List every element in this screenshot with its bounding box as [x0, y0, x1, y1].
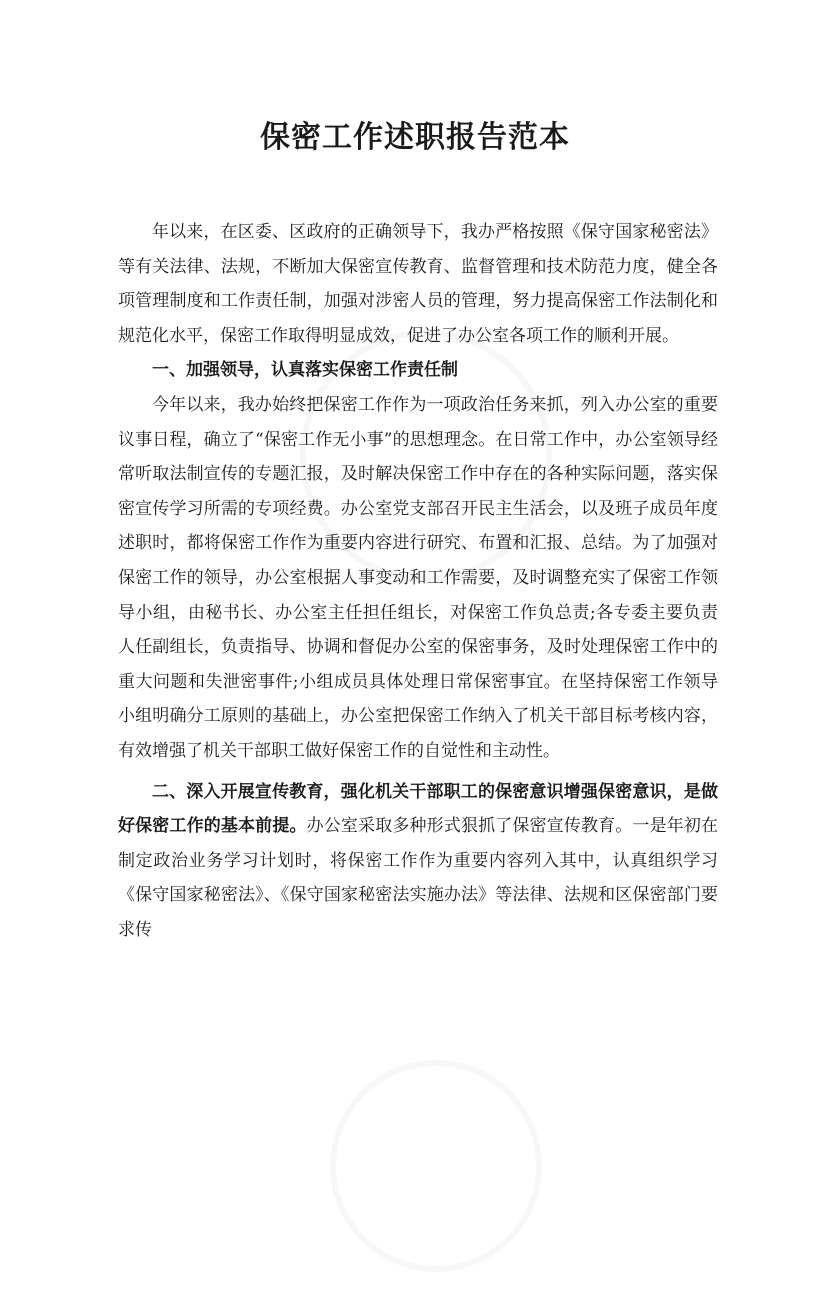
document-title: 保密工作述职报告范本	[260, 120, 570, 155]
paragraph-section-2	[118, 775, 718, 948]
section-heading-1: 一、加强领导，认真落实保密工作责任制	[152, 360, 458, 381]
section-heading-2: 二、深入开展宣传教育，强化机关干部职工的保密意识增强保密意识，是做好保密工作的基本前提。	[118, 781, 718, 837]
paragraph-intro: 年以来，在区委、区政府的正确领导下，我办严格按照《保守国家秘密法》等有关法律、法规，不断加大保密宣传教育、监督管理和技术防范力度，健全各项管理制度和工作责任制，加强对涉密人员的管理，努力提高保密工作法制化和规范化水平，保密工作取得明显成效，促进了办公室各项工作的顺利开展。	[118, 222, 718, 346]
section-2-text: 办公室采取多种形式狠抓了保密宣传教育。一是年初在制定政治业务学习计划时，将保密工作作为重要内容列入其中，认真组织学习《保守国家秘密法》、《保守国家秘密法实施办法》等法律、法规和区保密部门要求传	[118, 816, 719, 940]
paragraph-section-1: 今年以来，我办始终把保密工作作为一项政治任务来抓，列入办公室的重要议事日程，确立了“保密工作无小事”的思想理念。在日常工作中，办公室领导经常听取法制宣传的专题汇报，及时解决保密工作中存在的各种实际问题，落实保密宣传学习所需的专项经费。办公室党支部召开民主生活会，以及班子成员年度述职时，都将保密工作作为重要内容进行研究、布置和汇报、总结。为了加强对保密工作的领导，办公室根据人事变动和工作需要，及时调整充实了保密工作领导小组，由秘书长、办公室主任担任组长，对保密工作负总责;各专委主要负责人任副组长，负责指导、协调和督促办公室的保密事务，及时处理保密工作中的重大问题和失泄密事件;小组成员具体处理日常保密事宜。在坚持保密工作领导小组明确分工原则的基础上，办公室把保密工作纳入了机关干部目标考核内容，有效增强了机关干部职工做好保密工作的自觉性和主动性。	[118, 394, 718, 761]
watermark-seal-icon	[291, 1021, 581, 1311]
document-body	[118, 215, 718, 947]
